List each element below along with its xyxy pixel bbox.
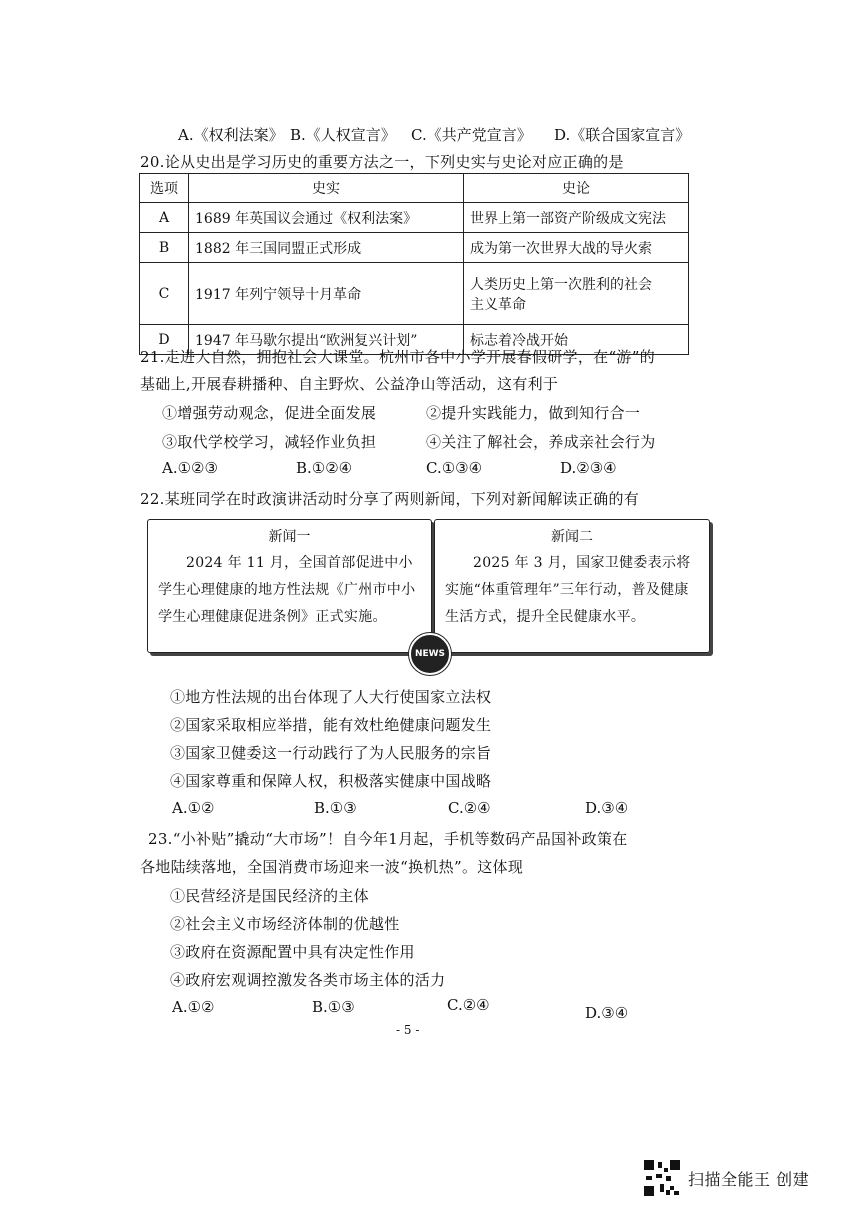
q21-option: A.①②③ bbox=[162, 459, 218, 477]
q22-option: D.③④ bbox=[585, 799, 629, 817]
table-cell-comment: 成为第一次世界大战的导火索 bbox=[464, 233, 689, 263]
news-title: 新闻二 bbox=[551, 529, 593, 545]
q19-option-b: B.《人权宣言》 bbox=[290, 126, 396, 144]
q22-option: B.①③ bbox=[314, 799, 357, 817]
table-cell-option: C bbox=[140, 263, 189, 325]
table-header: 选项 bbox=[140, 174, 189, 203]
table-cell-option: D bbox=[140, 325, 189, 355]
q21-item: ①增强劳动观念，促进全面发展 bbox=[162, 404, 377, 422]
news-box-2 bbox=[434, 519, 710, 653]
table-cell-fact: 1917 年列宁领导十月革命 bbox=[189, 263, 464, 325]
scanner-watermark bbox=[644, 1160, 809, 1196]
q22-item: ④国家尊重和保障人权，积极落实健康中国战略 bbox=[170, 772, 492, 790]
q21-stem-line2: 基础上,开展春耕播种、自主野炊、公益净山等活动，这有利于 bbox=[140, 375, 559, 393]
q22-item: ①地方性法规的出台体现了人大行使国家立法权 bbox=[170, 688, 492, 706]
table-row bbox=[140, 203, 689, 233]
q23-item: ④政府宏观调控激发各类市场主体的活力 bbox=[170, 971, 446, 989]
table-cell-comment: 世界上第一部资产阶级成文宪法 bbox=[464, 203, 689, 233]
table-cell-fact: 1947 年马歇尔提出“欧洲复兴计划” bbox=[189, 325, 464, 355]
q19-option-c: C.《共产党宣言》 bbox=[411, 126, 532, 144]
q21-item: ③取代学校学习，减轻作业负担 bbox=[162, 433, 377, 451]
q22-stem: 22.某班同学在时政演讲活动时分享了两则新闻，下列对新闻解读正确的有 bbox=[140, 490, 640, 508]
q21-item: ②提升实践能力，做到知行合一 bbox=[426, 404, 641, 422]
news-title: 新闻一 bbox=[268, 529, 311, 545]
table-cell-comment bbox=[464, 263, 689, 325]
q23-option: C.②④ bbox=[447, 996, 490, 1014]
q21-option: B.①②④ bbox=[296, 459, 353, 477]
table-cell-option: B bbox=[140, 233, 189, 263]
scanner-brand-text: 扫描全能王 创建 bbox=[688, 1169, 810, 1189]
table-header: 史实 bbox=[189, 174, 464, 203]
q21-option: C.①③④ bbox=[426, 459, 483, 477]
q23-stem-line1: 23.“小补贴”撬动“大市场”！自今年1月起，手机等数码产品国补政策在 bbox=[148, 830, 628, 848]
q22-item: ②国家采取相应举措，能有效杜绝健康问题发生 bbox=[170, 716, 492, 734]
q23-option: B.①③ bbox=[312, 998, 355, 1016]
q23-option: D.③④ bbox=[585, 1004, 629, 1022]
q20-table bbox=[139, 173, 689, 355]
table-header: 史论 bbox=[464, 174, 689, 203]
table-row bbox=[140, 263, 689, 325]
q21-stem-line1: 21.走进大自然，拥抱社会大课堂。杭州市各中小学开展春假研学，在“游”的 bbox=[140, 348, 655, 366]
q22-item: ③国家卫健委这一行动践行了为人民服务的宗旨 bbox=[170, 744, 492, 762]
news-badge-icon: NEWS bbox=[409, 633, 451, 675]
q19-option-d: D.《联合国家宣言》 bbox=[554, 126, 691, 144]
q21-option: D.②③④ bbox=[560, 459, 617, 477]
comment-line: 主义革命 bbox=[470, 296, 526, 313]
news-box-1 bbox=[147, 519, 432, 653]
table-cell-option: A bbox=[140, 203, 189, 233]
q23-item: ①民营经济是国民经济的主体 bbox=[170, 887, 369, 905]
table-row bbox=[140, 233, 689, 263]
table-cell-fact: 1882 年三国同盟正式形成 bbox=[189, 233, 464, 263]
q21-item: ④关注了解社会，养成亲社会行为 bbox=[426, 433, 656, 451]
q19-option-a: A.《权利法案》 bbox=[178, 126, 284, 144]
q23-item: ③政府在资源配置中具有决定性作用 bbox=[170, 943, 415, 961]
table-cell-fact: 1689 年英国议会通过《权利法案》 bbox=[189, 203, 464, 233]
news-body: 2025 年 3 月，国家卫健委表示将实施“体重管理年”三年行动，普及健康生活方式，提升全民健康水平。 bbox=[445, 555, 691, 625]
q20-stem: 20.论从史出是学习历史的重要方法之一，下列史实与史论对应正确的是 bbox=[140, 153, 624, 171]
qr-code-icon bbox=[644, 1160, 680, 1196]
comment-line: 人类历史上第一次胜利的社会 bbox=[470, 276, 652, 293]
q23-option: A.①② bbox=[172, 998, 215, 1016]
q23-item: ②社会主义市场经济体制的优越性 bbox=[170, 915, 400, 933]
q22-option: A.①② bbox=[172, 799, 215, 817]
news-body: 2024 年 11 月，全国首部促进中小学生心理健康的地方性法规《广州市中小学生心理健康促进条例》正式实施。 bbox=[158, 555, 416, 625]
table-cell-comment: 标志着冷战开始 bbox=[464, 325, 689, 355]
page-number: - 5 - bbox=[396, 1023, 420, 1037]
q23-stem-line2: 各地陆续落地，全国消费市场迎来一波“换机热”。这体现 bbox=[140, 858, 524, 876]
q22-option: C.②④ bbox=[448, 799, 491, 817]
